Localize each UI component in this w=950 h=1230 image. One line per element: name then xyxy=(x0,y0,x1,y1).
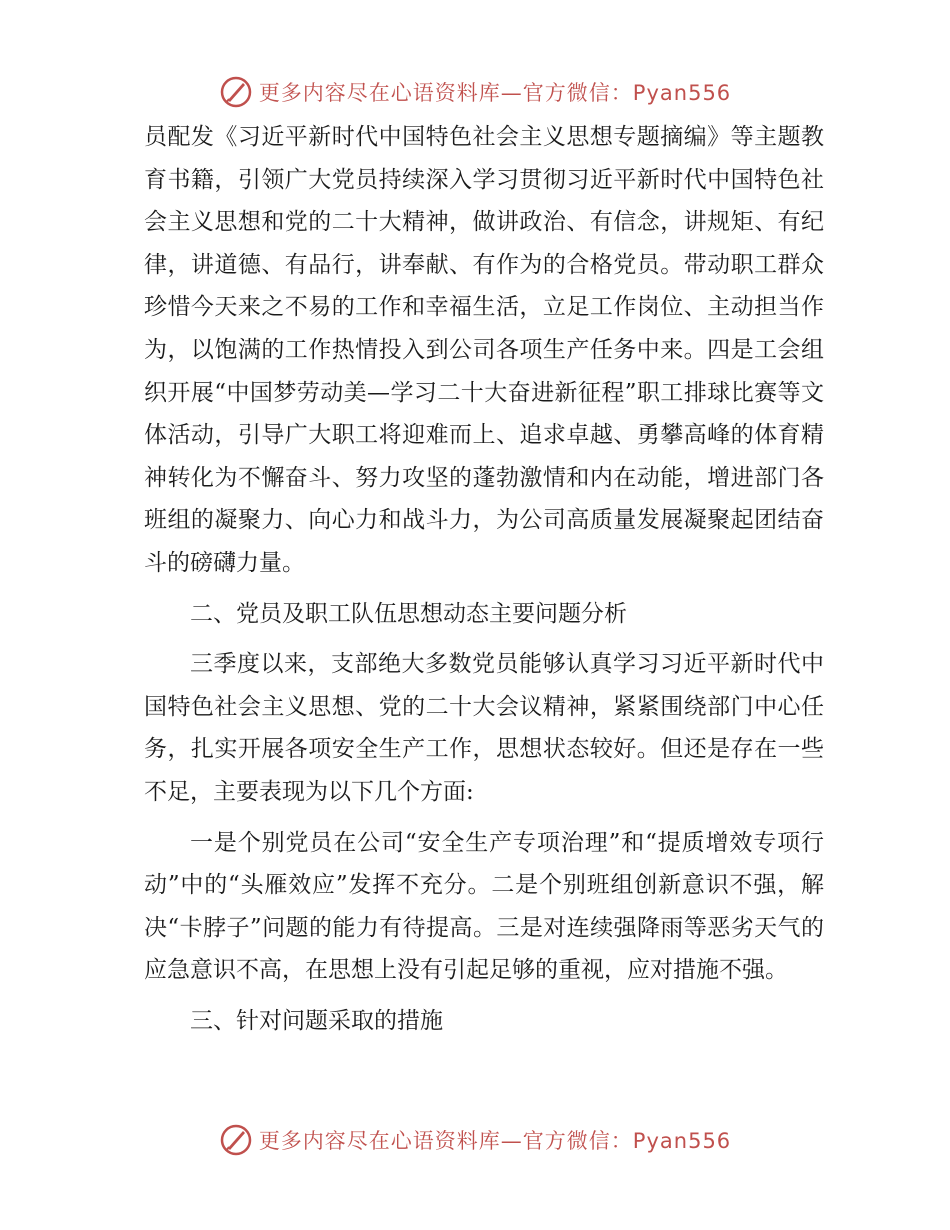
section-heading-2: 二、党员及职工队伍思想动态主要问题分析 xyxy=(190,600,627,627)
footer-watermark xyxy=(0,1118,950,1162)
paragraph-analysis: 三季度以来，支部绝大多数党员能够认真学习习近平新时代中国特色社会主义思想、党的二十大会议精神，紧紧围绕部门中心任务，扎实开展各项安全生产工作，思想状态较好。但还是存在一些不足，主要表现为以下几个方面: xyxy=(144,651,824,805)
watermark-text: 更多内容尽在心语资料库—官方微信：Pyan556 xyxy=(258,81,732,105)
header-watermark xyxy=(0,70,950,114)
paragraph-continuation: 员配发《习近平新时代中国特色社会主义思想专题摘编》等主题教育书籍，引领广大党员持续深入学习贯彻习近平新时代中国特色社会主义思想和党的二十大精神，做讲政治、有信念，讲规矩、有纪律，讲道德、有品行，讲奉献、有作为的合格党员。带动职工群众珍惜今天来之不易的工作和幸福生活，立足工作岗位、主动担当作为，以饱满的工作热情投入到公司各项生产任务中来。四是工会组织开展“中国梦劳动美—学习二十大奋进新征程”职工排球比赛等文体活动，引导广大职工将迎难而上、追求卓越、勇攀高峰的体育精神转化为不懈奋斗、努力攻坚的蓬勃激情和内在动能，增进部门各班组的凝聚力、向心力和战斗力，为公司高质量发展凝聚起团结奋斗的磅礴力量。 xyxy=(144,124,824,576)
section-heading-3: 三、针对问题采取的措施 xyxy=(190,1007,443,1034)
watermark-text: 更多内容尽在心语资料库—官方微信：Pyan556 xyxy=(258,1129,732,1153)
quill-logo-icon xyxy=(219,75,253,109)
quill-logo-icon xyxy=(219,1123,253,1157)
document-body xyxy=(144,116,824,1042)
paragraph-problems: 一是个别党员在公司“安全生产专项治理”和“提质增效专项行动”中的“头雁效应”发挥不充分。二是个别班组创新意识不强，解决“卡脖子”问题的能力有待提高。三是对连续强降雨等恶劣天气的应急意识不高，在思想上没有引起足够的重视，应对措施不强。 xyxy=(144,829,824,984)
